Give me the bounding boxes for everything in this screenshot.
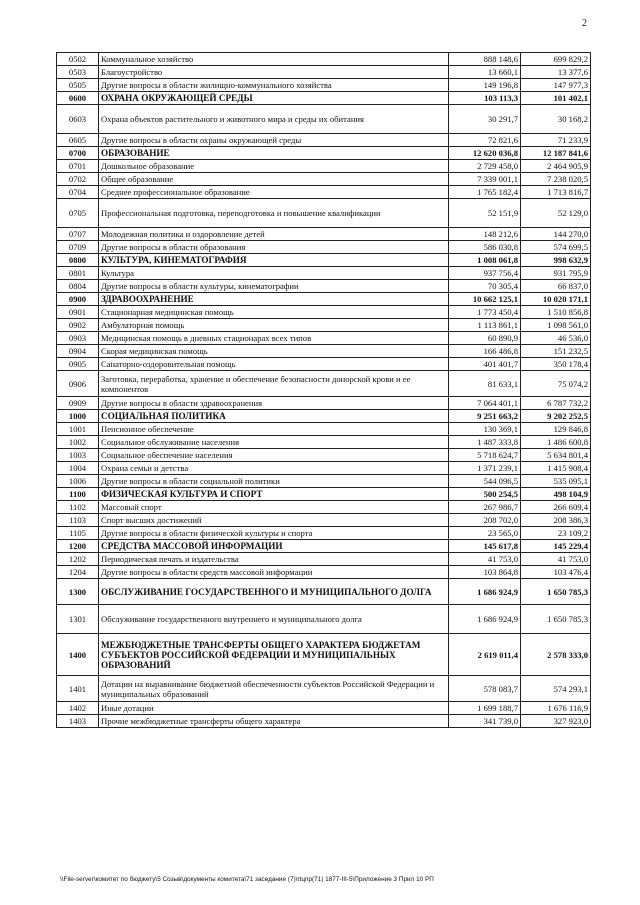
value-2019-cell: 267 986,7 — [449, 501, 521, 514]
table-row-section — [57, 579, 591, 605]
table-row — [57, 501, 591, 514]
name-cell: КУЛЬТУРА, КИНЕМАТОГРАФИЯ — [99, 254, 449, 267]
value-2019-cell: 500 254,5 — [449, 488, 521, 501]
code-cell: 1400 — [57, 634, 99, 676]
name-cell: Молодежная политика и оздоровление детей — [99, 228, 449, 241]
name-cell: Заготовка, переработка, хранение и обеспечение безопасности донорской крови и ее компонентов — [99, 371, 449, 397]
value-2019-cell: 145 617,8 — [449, 540, 521, 553]
value-2019-cell: 41 753,0 — [449, 553, 521, 566]
value-2019-cell: 166 486,8 — [449, 345, 521, 358]
value-2019-cell: 72 821,6 — [449, 134, 521, 147]
name-cell: Охрана семьи и детства — [99, 462, 449, 475]
name-cell: Общее образование — [99, 173, 449, 186]
value-2019-cell: 586 030,8 — [449, 241, 521, 254]
code-cell: 0906 — [57, 371, 99, 397]
table-row — [57, 397, 591, 410]
value-2020-cell: 41 753,0 — [521, 553, 591, 566]
table-row — [57, 514, 591, 527]
name-cell: Скорая медицинская помощь — [99, 345, 449, 358]
name-cell: ОБСЛУЖИВАНИЕ ГОСУДАРСТВЕННОГО И МУНИЦИПАЛЬНОГО ДОЛГА — [99, 579, 449, 605]
value-2019-cell: 13 660,1 — [449, 66, 521, 79]
file-path-footer: \\File-server\комитет по бюджету\5 Созыв\документы комитета\71 заседание (7)\rtцпр(71) 1877-III-5\Приложение 3 Прил 10 РП — [60, 876, 434, 883]
table-row — [57, 566, 591, 579]
name-cell: Стационарная медицинская помощь — [99, 306, 449, 319]
table-row — [57, 436, 591, 449]
value-2020-cell: 46 536,0 — [521, 332, 591, 345]
value-2020-cell: 151 232,5 — [521, 345, 591, 358]
name-cell: Обслуживание государственного внутреннего и муниципального долга — [99, 605, 449, 634]
table-row-section — [57, 147, 591, 160]
budget-table — [56, 52, 591, 728]
name-cell: Другие вопросы в области средств массовой информации — [99, 566, 449, 579]
table-row-section — [57, 540, 591, 553]
code-cell: 1300 — [57, 579, 99, 605]
table-row — [57, 160, 591, 173]
table-row — [57, 186, 591, 199]
page-number: 2 — [582, 18, 587, 29]
table-row — [57, 306, 591, 319]
value-2019-cell: 70 305,4 — [449, 280, 521, 293]
code-cell: 1202 — [57, 553, 99, 566]
name-cell: МЕЖБЮДЖЕТНЫЕ ТРАНСФЕРТЫ ОБЩЕГО ХАРАКТЕРА БЮДЖЕТАМ СУБЪЕКТОВ РОССИЙСКОЙ ФЕДЕРАЦИИ И МУНИЦИПАЛЬНЫХ ОБРАЗОВАНИЙ — [99, 634, 449, 676]
table-row — [57, 676, 591, 702]
value-2019-cell: 12 620 036,8 — [449, 147, 521, 160]
value-2020-cell: 350 178,4 — [521, 358, 591, 371]
value-2019-cell: 52 151,9 — [449, 199, 521, 228]
value-2019-cell: 149 196,8 — [449, 79, 521, 92]
table-row-section — [57, 410, 591, 423]
value-2020-cell: 1 098 561,0 — [521, 319, 591, 332]
table-row — [57, 105, 591, 134]
value-2020-cell: 1 415 908,4 — [521, 462, 591, 475]
table-row — [57, 527, 591, 540]
code-cell: 0903 — [57, 332, 99, 345]
code-cell: 0702 — [57, 173, 99, 186]
value-2020-cell: 52 129,0 — [521, 199, 591, 228]
value-2019-cell: 578 083,7 — [449, 676, 521, 702]
value-2019-cell: 60 890,9 — [449, 332, 521, 345]
name-cell: Дошкольное образование — [99, 160, 449, 173]
value-2019-cell: 130 369,1 — [449, 423, 521, 436]
code-cell: 1204 — [57, 566, 99, 579]
value-2020-cell: 998 632,9 — [521, 254, 591, 267]
value-2019-cell: 7 064 401,1 — [449, 397, 521, 410]
code-cell: 1003 — [57, 449, 99, 462]
value-2020-cell: 1 650 785,3 — [521, 579, 591, 605]
value-2020-cell: 535 095,1 — [521, 475, 591, 488]
value-2019-cell: 2 619 011,4 — [449, 634, 521, 676]
table-row — [57, 241, 591, 254]
code-cell: 0709 — [57, 241, 99, 254]
value-2019-cell: 148 212,6 — [449, 228, 521, 241]
value-2020-cell: 9 202 252,5 — [521, 410, 591, 423]
table-row — [57, 423, 591, 436]
code-cell: 0701 — [57, 160, 99, 173]
table-row — [57, 462, 591, 475]
code-cell: 1102 — [57, 501, 99, 514]
table-row-section — [57, 254, 591, 267]
table-row — [57, 134, 591, 147]
name-cell: Периодическая печать и издательства — [99, 553, 449, 566]
table-row-section — [57, 293, 591, 306]
value-2019-cell: 1 686 924,9 — [449, 579, 521, 605]
code-cell: 1401 — [57, 676, 99, 702]
value-2019-cell: 401 401,7 — [449, 358, 521, 371]
value-2019-cell: 1 113 861,1 — [449, 319, 521, 332]
code-cell: 0707 — [57, 228, 99, 241]
value-2019-cell: 1 686 924,9 — [449, 605, 521, 634]
name-cell: Коммунальное хозяйство — [99, 53, 449, 66]
name-cell: Благоустройство — [99, 66, 449, 79]
name-cell: ФИЗИЧЕСКАЯ КУЛЬТУРА И СПОРТ — [99, 488, 449, 501]
name-cell: Охрана объектов растительного и животного мира и среды их обитания — [99, 105, 449, 134]
table-row-section — [57, 488, 591, 501]
value-2020-cell: 266 609,4 — [521, 501, 591, 514]
value-2019-cell: 1 699 188,7 — [449, 702, 521, 715]
value-2019-cell: 103 864,8 — [449, 566, 521, 579]
code-cell: 1100 — [57, 488, 99, 501]
value-2020-cell: 66 837,0 — [521, 280, 591, 293]
name-cell: Другие вопросы в области культуры, кинематографии — [99, 280, 449, 293]
code-cell: 0603 — [57, 105, 99, 134]
table-row — [57, 345, 591, 358]
name-cell: Амбулаторная помощь — [99, 319, 449, 332]
value-2020-cell: 1 676 116,9 — [521, 702, 591, 715]
code-cell: 0804 — [57, 280, 99, 293]
code-cell: 1004 — [57, 462, 99, 475]
value-2019-cell: 7 339 001,1 — [449, 173, 521, 186]
table-row — [57, 605, 591, 634]
value-2020-cell: 23 109,2 — [521, 527, 591, 540]
name-cell: Санаторно-оздоровительная помощь — [99, 358, 449, 371]
name-cell: Медицинская помощь в дневных стационарах всех типов — [99, 332, 449, 345]
value-2019-cell: 23 565,0 — [449, 527, 521, 540]
value-2019-cell: 1 371 239,1 — [449, 462, 521, 475]
value-2020-cell: 101 402,1 — [521, 92, 591, 105]
value-2020-cell: 574 699,5 — [521, 241, 591, 254]
name-cell: СРЕДСТВА МАССОВОЙ ИНФОРМАЦИИ — [99, 540, 449, 553]
code-cell: 0505 — [57, 79, 99, 92]
table-row — [57, 280, 591, 293]
name-cell: Массовый спорт — [99, 501, 449, 514]
value-2020-cell: 147 977,3 — [521, 79, 591, 92]
code-cell: 1006 — [57, 475, 99, 488]
name-cell: СОЦИАЛЬНАЯ ПОЛИТИКА — [99, 410, 449, 423]
name-cell: Дотации на выравнивание бюджетной обеспеченности субъектов Российской Федерации и муниципальных образований — [99, 676, 449, 702]
table-row — [57, 267, 591, 280]
code-cell: 0704 — [57, 186, 99, 199]
table-row — [57, 358, 591, 371]
value-2019-cell: 1 765 182,4 — [449, 186, 521, 199]
value-2019-cell: 10 662 125,1 — [449, 293, 521, 306]
value-2020-cell: 30 168,2 — [521, 105, 591, 134]
name-cell: Культура — [99, 267, 449, 280]
code-cell: 0700 — [57, 147, 99, 160]
code-cell: 0503 — [57, 66, 99, 79]
name-cell: ОБРАЗОВАНИЕ — [99, 147, 449, 160]
table-row-section — [57, 92, 591, 105]
value-2020-cell: 5 634 801,4 — [521, 449, 591, 462]
value-2019-cell: 2 729 458,0 — [449, 160, 521, 173]
value-2020-cell: 7 238 020,5 — [521, 173, 591, 186]
value-2020-cell: 208 386,3 — [521, 514, 591, 527]
name-cell: ЗДРАВООХРАНЕНИЕ — [99, 293, 449, 306]
code-cell: 0502 — [57, 53, 99, 66]
table-row — [57, 449, 591, 462]
code-cell: 1002 — [57, 436, 99, 449]
table-row — [57, 199, 591, 228]
value-2020-cell: 327 923,0 — [521, 715, 591, 728]
table-row — [57, 228, 591, 241]
code-cell: 1000 — [57, 410, 99, 423]
table-row — [57, 475, 591, 488]
code-cell: 0705 — [57, 199, 99, 228]
code-cell: 1403 — [57, 715, 99, 728]
budget-table-body — [57, 53, 591, 728]
table-row — [57, 371, 591, 397]
value-2020-cell: 144 270,0 — [521, 228, 591, 241]
code-cell: 0905 — [57, 358, 99, 371]
value-2019-cell: 81 633,1 — [449, 371, 521, 397]
value-2020-cell: 931 795,9 — [521, 267, 591, 280]
value-2019-cell: 937 756,4 — [449, 267, 521, 280]
table-row — [57, 66, 591, 79]
value-2020-cell: 10 020 171,1 — [521, 293, 591, 306]
name-cell: Социальное обеспечение населения — [99, 449, 449, 462]
value-2020-cell: 71 233,9 — [521, 134, 591, 147]
table-row — [57, 702, 591, 715]
code-cell: 1001 — [57, 423, 99, 436]
value-2020-cell: 699 829,2 — [521, 53, 591, 66]
table-row — [57, 553, 591, 566]
name-cell: Иные дотации — [99, 702, 449, 715]
value-2020-cell: 1 650 785,3 — [521, 605, 591, 634]
code-cell: 1105 — [57, 527, 99, 540]
value-2020-cell: 1 510 856,8 — [521, 306, 591, 319]
value-2019-cell: 341 739,0 — [449, 715, 521, 728]
table-row-section — [57, 634, 591, 676]
value-2019-cell: 1 773 450,4 — [449, 306, 521, 319]
value-2020-cell: 1 713 816,7 — [521, 186, 591, 199]
code-cell: 0801 — [57, 267, 99, 280]
code-cell: 0909 — [57, 397, 99, 410]
code-cell: 0904 — [57, 345, 99, 358]
value-2020-cell: 13 377,6 — [521, 66, 591, 79]
name-cell: ОХРАНА ОКРУЖАЮЩЕЙ СРЕДЫ — [99, 92, 449, 105]
table-row — [57, 53, 591, 66]
value-2020-cell: 2 464 905,9 — [521, 160, 591, 173]
code-cell: 1402 — [57, 702, 99, 715]
code-cell: 0900 — [57, 293, 99, 306]
code-cell: 0901 — [57, 306, 99, 319]
name-cell: Другие вопросы в области здравоохранения — [99, 397, 449, 410]
name-cell: Среднее профессиональное образование — [99, 186, 449, 199]
value-2019-cell: 9 251 663,2 — [449, 410, 521, 423]
value-2020-cell: 1 486 600,8 — [521, 436, 591, 449]
value-2020-cell: 574 293,1 — [521, 676, 591, 702]
code-cell: 1200 — [57, 540, 99, 553]
value-2020-cell: 145 229,4 — [521, 540, 591, 553]
name-cell: Профессиональная подготовка, переподготовка и повышение квалификации — [99, 199, 449, 228]
table-row — [57, 79, 591, 92]
value-2019-cell: 5 718 624,7 — [449, 449, 521, 462]
code-cell: 0605 — [57, 134, 99, 147]
table-row — [57, 715, 591, 728]
value-2019-cell: 30 291,7 — [449, 105, 521, 134]
value-2020-cell: 75 074,2 — [521, 371, 591, 397]
value-2019-cell: 103 113,3 — [449, 92, 521, 105]
table-row — [57, 173, 591, 186]
value-2019-cell: 888 148,6 — [449, 53, 521, 66]
table-row — [57, 332, 591, 345]
value-2019-cell: 208 702,0 — [449, 514, 521, 527]
name-cell: Другие вопросы в области образования — [99, 241, 449, 254]
name-cell: Другие вопросы в области социальной политики — [99, 475, 449, 488]
value-2020-cell: 498 104,9 — [521, 488, 591, 501]
name-cell: Пенсионное обеспечение — [99, 423, 449, 436]
value-2019-cell: 544 096,5 — [449, 475, 521, 488]
name-cell: Другие вопросы в области физической культуры и спорта — [99, 527, 449, 540]
name-cell: Социальное обслуживание населения — [99, 436, 449, 449]
value-2020-cell: 2 578 333,0 — [521, 634, 591, 676]
name-cell: Другие вопросы в области охраны окружающей среды — [99, 134, 449, 147]
code-cell: 0600 — [57, 92, 99, 105]
name-cell: Спорт высших достижений — [99, 514, 449, 527]
table-row — [57, 319, 591, 332]
value-2019-cell: 1 008 061,8 — [449, 254, 521, 267]
value-2020-cell: 129 846,8 — [521, 423, 591, 436]
name-cell: Другие вопросы в области жилищно-коммунального хозяйства — [99, 79, 449, 92]
value-2020-cell: 12 187 841,6 — [521, 147, 591, 160]
code-cell: 1103 — [57, 514, 99, 527]
code-cell: 0800 — [57, 254, 99, 267]
value-2019-cell: 1 487 333,8 — [449, 436, 521, 449]
value-2020-cell: 6 787 732,2 — [521, 397, 591, 410]
code-cell: 0902 — [57, 319, 99, 332]
name-cell: Прочие межбюджетные трансферты общего характера — [99, 715, 449, 728]
code-cell: 1301 — [57, 605, 99, 634]
value-2020-cell: 103 476,4 — [521, 566, 591, 579]
